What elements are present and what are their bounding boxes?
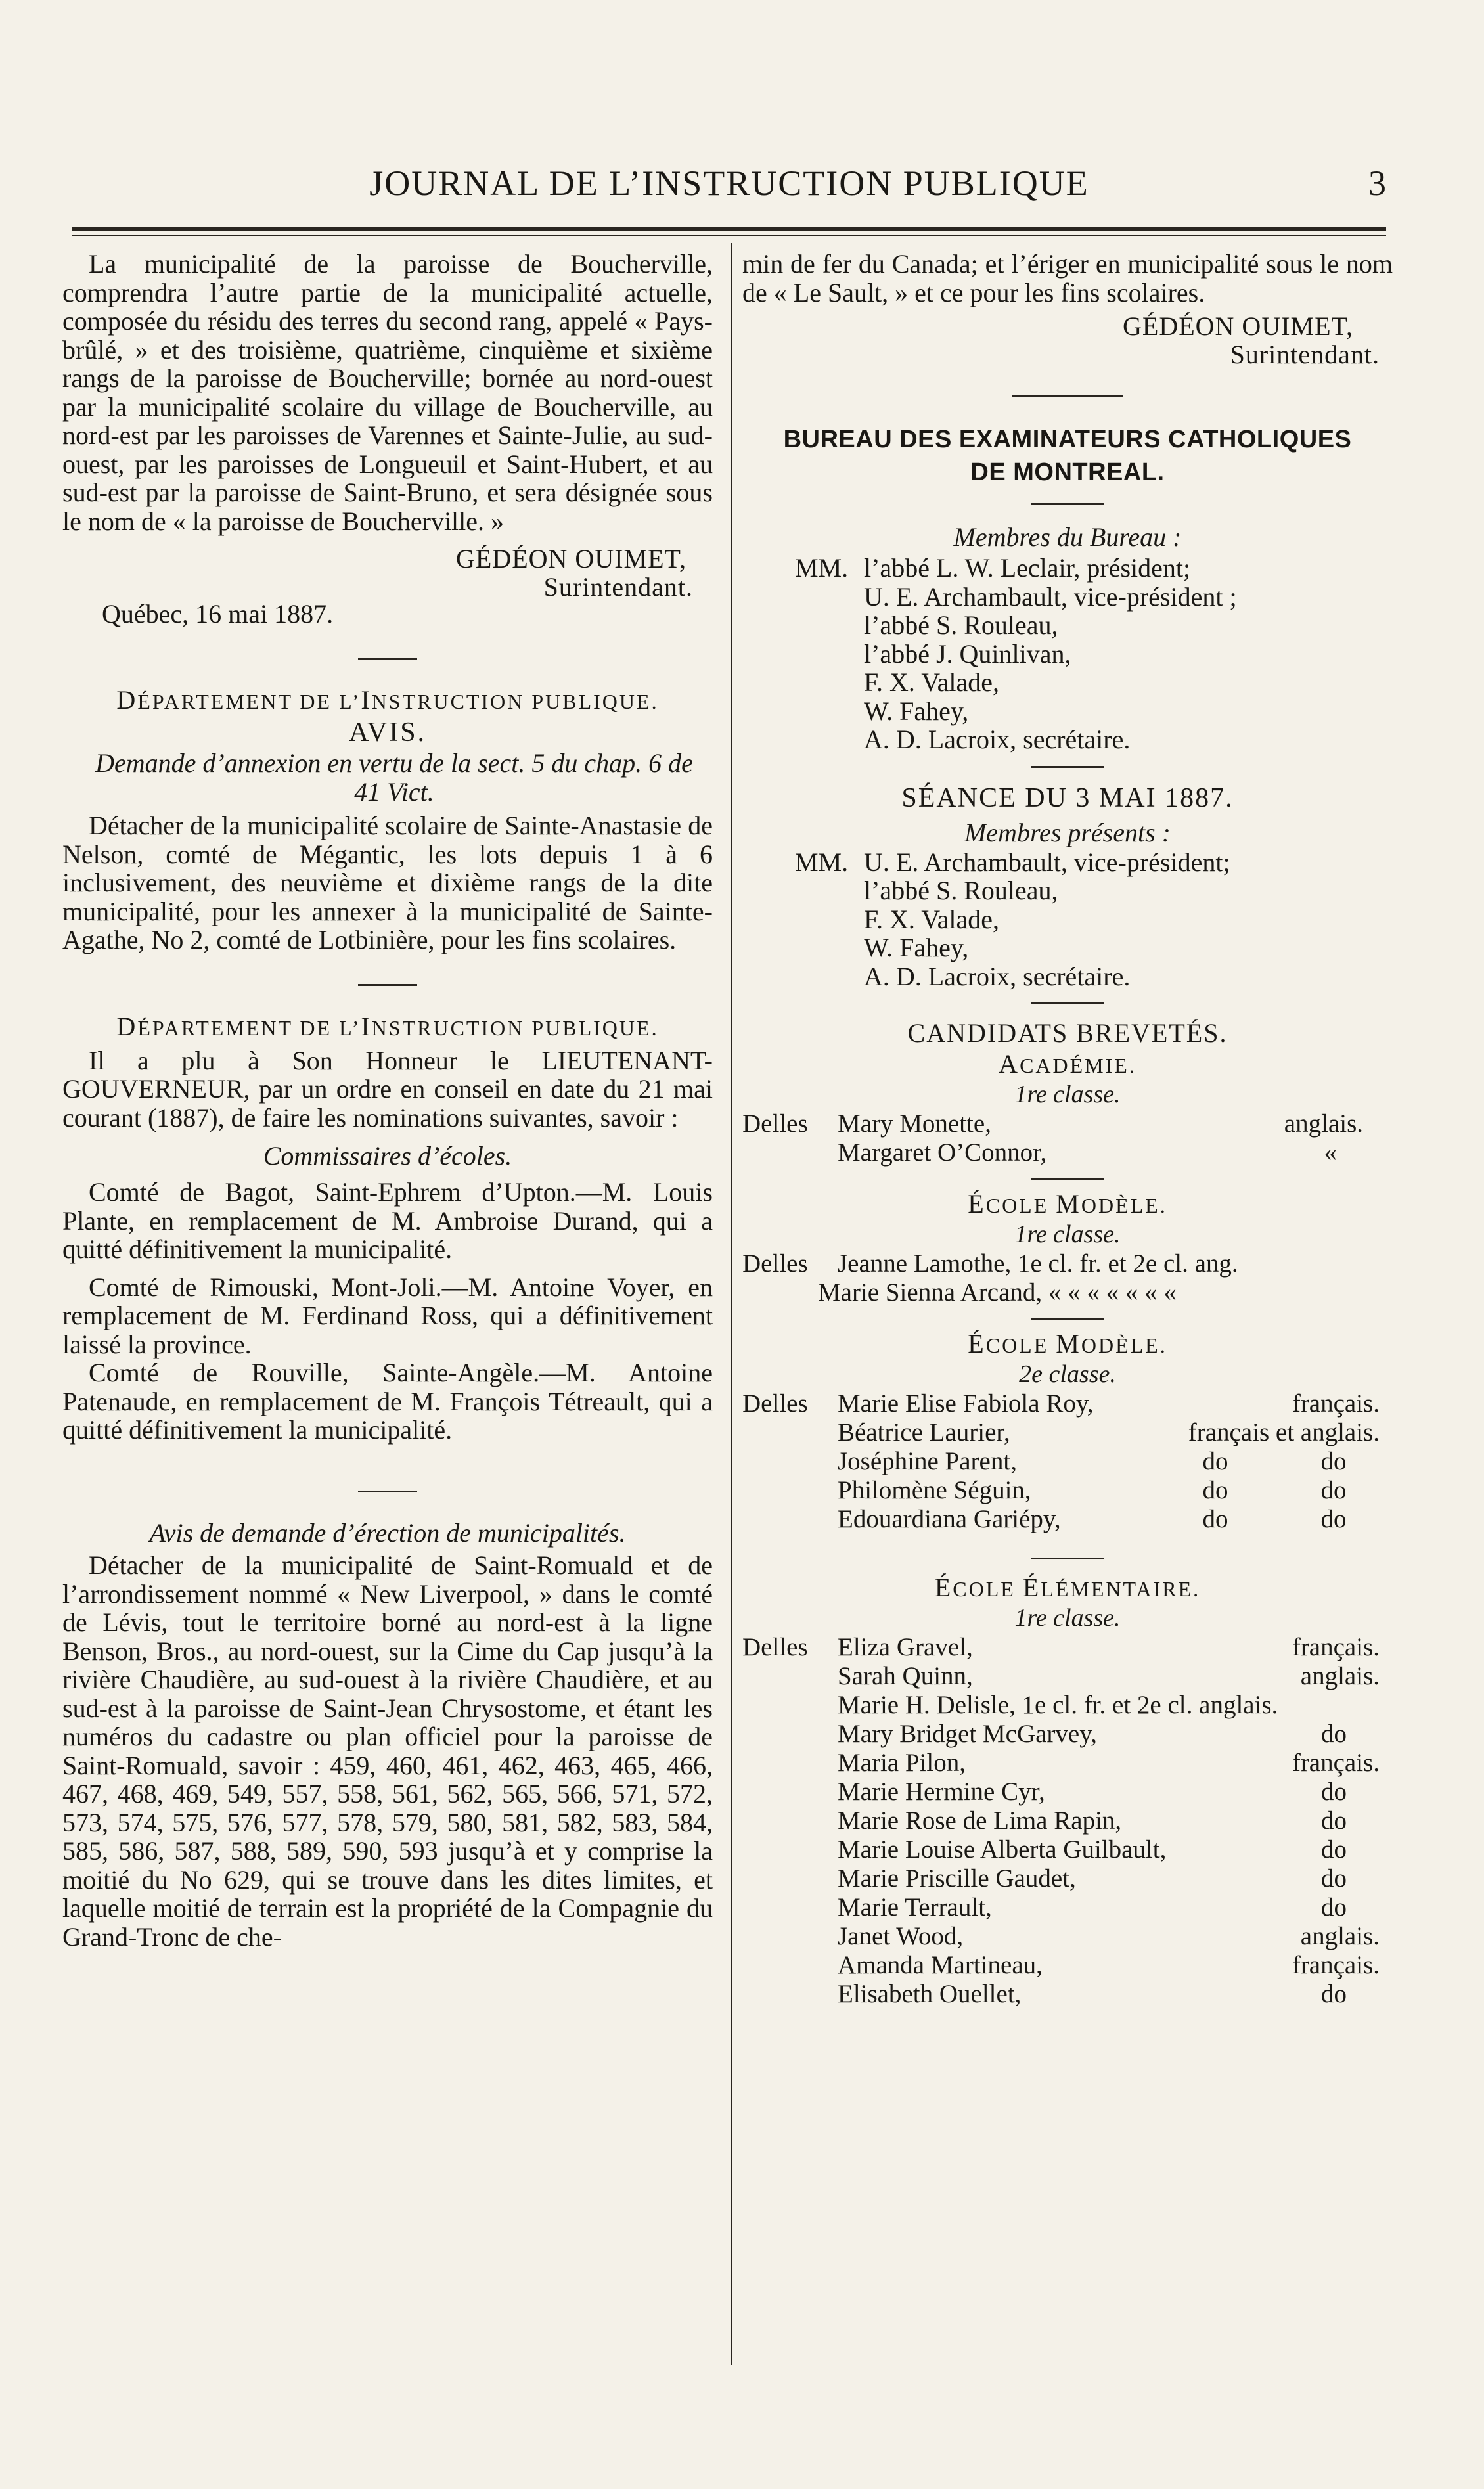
- list-item: U. E. Archambault, vice-président ;: [864, 581, 1237, 612]
- separator: [1031, 1178, 1104, 1180]
- separator: [1012, 395, 1123, 397]
- list-item: Béatrice Laurier, français et anglais.: [838, 1418, 1380, 1446]
- list-item: Amanda Martineau, français.: [838, 1951, 1380, 1979]
- bureau-heading-line2: DE MONTREAL.: [970, 459, 1165, 486]
- modele-2e-classe: 2e classe.: [1019, 1360, 1116, 1388]
- seance-heading: SÉANCE DU 3 MAI 1887.: [901, 782, 1234, 813]
- list-item: Philomène Séguin, do do: [838, 1476, 1347, 1504]
- membres-list: [742, 554, 1393, 754]
- list-item: l’abbé S. Rouleau,: [864, 610, 1058, 640]
- erection-heading: Avis de demande d’érection de municipalités.: [149, 1517, 626, 1548]
- column-divider: [731, 243, 732, 2365]
- header-rule-thin: [72, 235, 1386, 236]
- list-item: l’abbé J. Quinlivan,: [864, 639, 1071, 669]
- list-item: W. Fahey,: [864, 696, 969, 726]
- list-item: Marie Rose de Lima Rapin, do: [838, 1806, 1347, 1835]
- academie-heading: ACADÉMIE.: [999, 1049, 1136, 1079]
- saint-romuald-paragraph: Détacher de la municipalité de Saint-Romuald et de l’arrondissement nommé « New Liverpool, » dans le comté de Lévis, tout le territoire borné au nord-est à la ligne Benson, Bros., au nord-ouest, sur la Cime du Cap jusqu’à la rivière Chaudière, au sud-ouest à la rivière Chaudière, et au sud-est à la paroisse de Saint-Jean Chrysostome, et étant les numéros du cadastre ou plan officiel pour la paroisse de Saint-Romuald, savoir : 459, 460, 461, 462, 463, 465, 466, 467, 468, 469, 549, 557, 558, 561, 562, 565, 566, 571, 572, 573, 574, 575, 576, 577, 578, 579, 580, 581, 582, 583, 584, 585, 586, 587, 588, 589, 590, 593 jusqu’à et y comprise la moitié du No 629, qui se trouve dans les dites limites, et laquelle moitié de terrain est la propriété de la Compagnie du Grand-Tronc de che-: [62, 1550, 713, 1952]
- avis-title: AVIS.: [348, 717, 427, 748]
- academie-classe: 1re classe.: [1014, 1081, 1121, 1108]
- commissaires-heading: Commissaires d’écoles.: [263, 1141, 512, 1171]
- list-item: Marie Terrault, do: [838, 1893, 1347, 1921]
- list-item: Sarah Quinn, anglais.: [838, 1662, 1380, 1690]
- list-item: A. D. Lacroix, secrétaire.: [864, 961, 1131, 991]
- page-header: [72, 163, 1386, 222]
- signature-title: Surintendant.: [543, 572, 693, 602]
- signature-block: [62, 545, 713, 601]
- separator: [1031, 1318, 1104, 1320]
- list-item: Delles Jeanne Lamothe, 1e cl. fr. et 2e cl. ang.: [742, 1249, 1238, 1278]
- running-title: JOURNAL DE L’INSTRUCTION PUBLIQUE: [369, 164, 1089, 203]
- nominations-paragraph: Il a plu à Son Honneur le LIEUTENANT-GOUVERNEUR, par un ordre en conseil en date du 21 mai courant (1887), de faire les nominations suivantes, savoir :: [62, 1045, 713, 1132]
- presents-list: [742, 848, 1393, 991]
- list-item: F. X. Valade,: [864, 667, 1000, 697]
- separator: [358, 1491, 417, 1492]
- bagot-paragraph: Comté de Bagot, Saint-Ephrem d’Upton.—M. Louis Plante, en remplacement de M. Ambroise Durand, qui a quitté définitivement la municipalité.: [62, 1177, 713, 1264]
- bureau-heading-line1: BUREAU DES EXAMINATEURS CATHOLIQUES: [783, 426, 1352, 453]
- list-item: Janet Wood, anglais.: [838, 1922, 1380, 1950]
- department-heading: DÉPARTEMENT DE L’INSTRUCTION PUBLIQUE.: [116, 685, 659, 715]
- elementaire-1re-classe: 1re classe.: [1014, 1604, 1121, 1632]
- elementaire-list: [742, 1633, 1393, 2009]
- ecole-modele-heading: ÉCOLE MODÈLE.: [968, 1189, 1167, 1219]
- annexion-heading: Demande d’annexion en vertu de la sect. 5 du chap. 6 de 41 Vict.: [95, 748, 693, 807]
- header-rule: [72, 227, 1386, 231]
- department-heading: DÉPARTEMENT DE L’INSTRUCTION PUBLIQUE.: [116, 1011, 659, 1041]
- page-number: 3: [1368, 164, 1386, 203]
- annexion-paragraph: Détacher de la municipalité scolaire de Sainte-Anastasie de Nelson, comté de Mégantic, les lots depuis 1 à 6 inclusivement, des neuvième et dixième rangs de la dite municipalité, pour les annexer à la municipalité de Sainte-Agathe, No 2, comté de Lotbinière, pour les fins scolaires.: [62, 811, 713, 954]
- list-item: Marie Sienna Arcand, « « « « « « «: [818, 1278, 1177, 1307]
- left-column: [62, 250, 713, 1951]
- signature-name: GÉDÉON OUIMET,: [456, 544, 686, 573]
- rouville-paragraph: Comté de Rouville, Sainte-Angèle.—M. Antoine Patenaude, en remplacement de M. François Tétreault, qui a quitté définitivement la municipalité.: [62, 1358, 713, 1445]
- ecole-modele-heading: ÉCOLE MODÈLE.: [968, 1329, 1167, 1358]
- signature-name: GÉDÉON OUIMET,: [1123, 311, 1353, 341]
- list-item: Elisabeth Ouellet, do: [838, 1980, 1347, 2008]
- separator: [1031, 503, 1104, 505]
- list-item: Maria Pilon, français.: [838, 1749, 1380, 1777]
- list-item: Delles Eliza Gravel, français.: [742, 1633, 1380, 1661]
- list-item: Delles Marie Elise Fabiola Roy, français.: [742, 1389, 1380, 1418]
- list-item: Delles Mary Monette, anglais.: [742, 1110, 1363, 1138]
- signature-block: [742, 312, 1393, 369]
- rimouski-paragraph: Comté de Rimouski, Mont-Joli.—M. Antoine Voyer, en remplacement de M. Ferdinand Ross, qui a définitivement laissé la province.: [62, 1272, 713, 1359]
- separator: [358, 658, 417, 660]
- academie-list: [742, 1110, 1393, 1167]
- list-item: Marie Priscille Gaudet, do: [838, 1864, 1347, 1893]
- list-item: W. Fahey,: [864, 933, 969, 962]
- list-item: Marie Louise Alberta Guilbault, do: [838, 1835, 1347, 1864]
- signature-title: Surintendant.: [1230, 340, 1380, 369]
- list-item: Joséphine Parent, do do: [838, 1447, 1347, 1475]
- list-item: A. D. Lacroix, secrétaire.: [864, 725, 1131, 754]
- list-item: F. X. Valade,: [864, 904, 1000, 934]
- right-column: [742, 250, 1393, 2009]
- list-item: MM. l’abbé L. W. Leclair, président;: [795, 553, 1191, 583]
- list-item: l’abbé S. Rouleau,: [864, 876, 1058, 905]
- modele-2e-list: [742, 1389, 1393, 1534]
- boucherville-paragraph: La municipalité de la paroisse de Boucherville, comprendra l’autre partie de la municipalité actuelle, composée du résidu des terres du second rang, appelé « Pays-brûlé, » et des troisième, quatrième, cinquième et sixième rangs de la paroisse de Boucherville; bornée au nord-ouest par la municipalité scolaire du village de Boucherville, au nord-est par les paroisses de Varennes et Sainte-Julie, au sud-ouest, par les paroisses de Longueuil et Saint-Hubert, et au sud-est par la paroisse de Saint-Bruno, et sera désignée sous le nom de « la paroisse de Boucherville. »: [62, 249, 713, 536]
- list-item: Marie Hermine Cyr, do: [838, 1778, 1347, 1806]
- separator: [358, 984, 417, 986]
- candidats-heading: CANDIDATS BREVETÉS.: [907, 1018, 1228, 1048]
- modele-1re-list: [742, 1249, 1393, 1307]
- list-item: Margaret O’Connor, «: [838, 1138, 1337, 1167]
- list-item: Mary Bridget McGarvey, do: [838, 1720, 1347, 1748]
- modele-1re-classe: 1re classe.: [1014, 1221, 1121, 1248]
- list-item: MM. U. E. Archambault, vice-président;: [795, 847, 1230, 877]
- separator: [1031, 766, 1104, 768]
- separator: [1031, 1558, 1104, 1559]
- membres-heading: Membres du Bureau :: [953, 522, 1182, 552]
- presents-heading: Membres présents :: [964, 817, 1171, 847]
- list-item: Edouardiana Gariépy, do do: [838, 1505, 1347, 1533]
- separator: [1031, 1002, 1104, 1004]
- sault-paragraph-continued: min de fer du Canada; et l’ériger en municipalité sous le nom de « Le Sault, » et ce pour les fins scolaires.: [742, 249, 1393, 307]
- date-line: Québec, 16 mai 1887.: [102, 599, 334, 629]
- list-item: Marie H. Delisle, 1e cl. fr. et 2e cl. anglais.: [838, 1691, 1278, 1719]
- ecole-elementaire-heading: ÉCOLE ÉLÉMENTAIRE.: [934, 1573, 1201, 1602]
